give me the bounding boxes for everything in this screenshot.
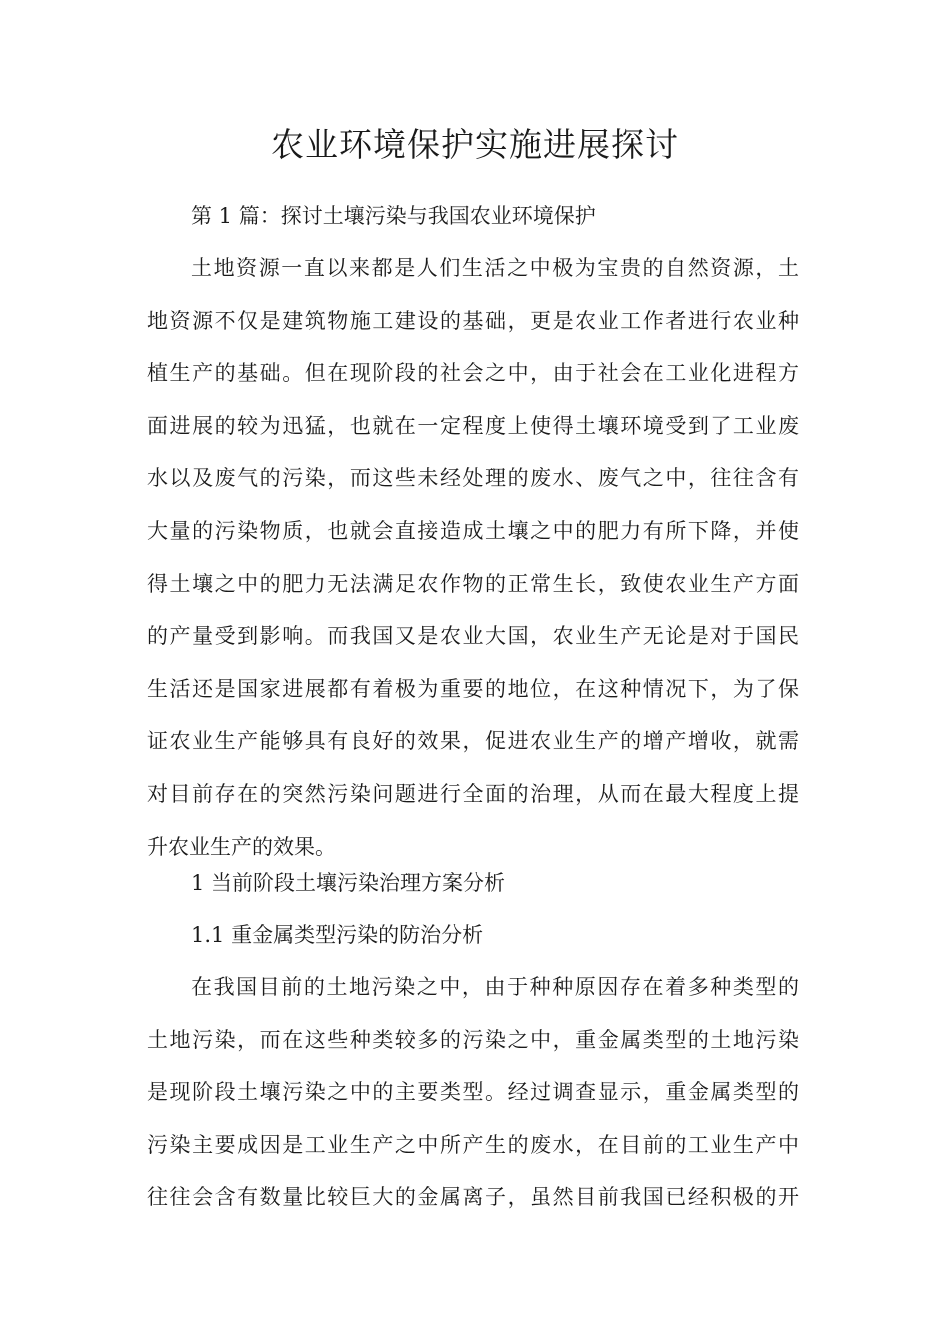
paragraph-line: 面进展的较为迅猛，也就在一定程度上使得土壤环境受到了工业废 — [147, 413, 799, 438]
paragraph-line: 对目前存在的突然污染问题进行全面的治理，从而在最大程度上提 — [147, 781, 799, 806]
paragraph-line: 在我国目前的土地污染之中，由于种种原因存在着多种类型的 — [191, 975, 799, 999]
paragraph-line: 得土壤之中的肥力无法满足农作物的正常生长，致使农业生产方面 — [147, 571, 799, 596]
paragraph-line: 植生产的基础。但在现阶段的社会之中，由于社会在工业化进程方 — [147, 361, 799, 386]
paragraph-line: 土地资源一直以来都是人们生活之中极为宝贵的自然资源，土 — [191, 256, 799, 280]
paragraph-line: 的产量受到影响。而我国又是农业大国，农业生产无论是对于国民 — [147, 624, 799, 649]
subheading-1: 1 当前阶段土壤污染治理方案分析 — [191, 871, 506, 895]
paragraph-line: 地资源不仅是建筑物施工建设的基础，更是农业工作者进行农业种 — [147, 308, 799, 333]
subheading-1-1: 1.1 重金属类型污染的防治分析 — [191, 923, 484, 947]
paragraph-1 — [147, 242, 799, 873]
paragraph-line: 污染主要成因是工业生产之中所产生的废水，在目前的工业生产中 — [147, 1132, 799, 1157]
document-title: 农业环境保护实施进展探讨 — [271, 125, 679, 164]
paragraph-line: 生活还是国家进展都有着极为重要的地位，在这种情况下，为了保 — [147, 676, 799, 701]
paragraph-line: 是现阶段土壤污染之中的主要类型。经过调查显示，重金属类型的 — [147, 1080, 799, 1105]
paragraph-line: 证农业生产能够具有良好的效果，促进农业生产的增产增收，就需 — [147, 729, 799, 754]
paragraph-line: 升农业生产的效果。 — [147, 834, 336, 859]
paragraph-2 — [147, 961, 799, 1224]
section-heading: 第 1 篇：探讨土壤污染与我国农业环境保护 — [191, 204, 596, 228]
paragraph-line: 水以及废气的污染，而这些未经处理的废水、废气之中，往往含有 — [147, 466, 799, 491]
paragraph-line: 土地污染，而在这些种类较多的污染之中，重金属类型的土地污染 — [147, 1027, 799, 1052]
paragraph-line: 往往会含有数量比较巨大的金属离子，虽然目前我国已经积极的开 — [147, 1185, 799, 1210]
paragraph-line: 大量的污染物质，也就会直接造成土壤之中的肥力有所下降，并使 — [147, 518, 799, 543]
